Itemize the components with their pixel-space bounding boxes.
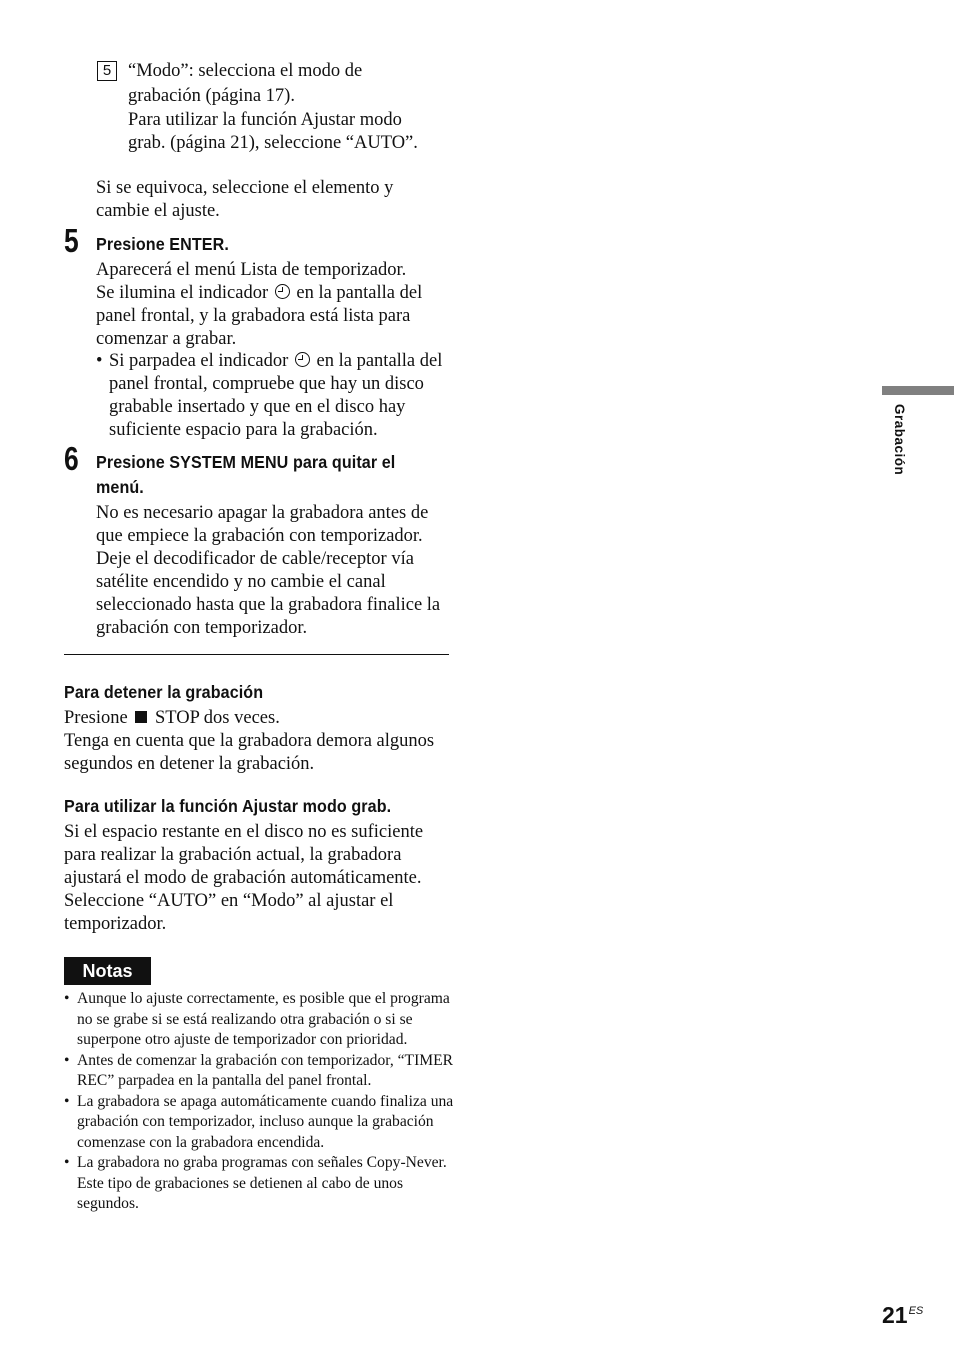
section-line: ajustará el modo de grabación automáticamente.: [64, 868, 422, 888]
section-line: Seleccione “AUTO” en “Modo” al ajustar el: [64, 891, 394, 911]
section-tab-bar: [882, 386, 954, 395]
notes-list: [64, 989, 454, 1215]
section-text: STOP dos veces.: [154, 708, 280, 728]
substep-text: [128, 59, 418, 155]
section-body: [64, 707, 454, 776]
section-heading: Para detener la grabación: [64, 682, 264, 702]
section-line: [64, 707, 454, 730]
step-body-text: Se ilumina el indicador: [96, 283, 269, 303]
section-line: temporizador.: [64, 914, 167, 934]
section-body: [64, 821, 454, 936]
error-note-line: Si se equivoca, seleccione el elemento y: [96, 178, 394, 198]
step-heading-line: Presione SYSTEM MENU para quitar el: [96, 452, 396, 472]
note-item: • La grabadora no graba programas con señales Copy-Never. Este tipo de grabaciones se detienen al cabo de unos segundos.: [64, 1153, 454, 1215]
step-body-line: seleccionado hasta que la grabadora finalice la: [96, 595, 441, 615]
step-body-text: en la pantalla del: [296, 283, 423, 303]
substep-line: grab. (página 21), seleccione “AUTO”.: [128, 133, 418, 153]
note-item: • Antes de comenzar la grabación con temporizador, “TIMER REC” parpadea en la pantalla del panel frontal.: [64, 1051, 454, 1092]
step-heading-line: menú.: [96, 477, 144, 497]
step-bullet-line: [109, 350, 454, 373]
stop-icon: [135, 711, 147, 723]
timer-clock-icon: [295, 352, 310, 367]
note-item: • Aunque lo ajuste correctamente, es posible que el programa no se grabe si se está realizando otra grabación o si se superpone otro ajuste de temporizador con prioridad.: [64, 989, 454, 1051]
timer-clock-icon: [275, 284, 290, 299]
step-body-line: [96, 282, 456, 305]
substep-line: Para utilizar la función Ajustar modo: [128, 110, 402, 130]
step-heading: [96, 450, 395, 500]
step-body-line: Aparecerá el menú Lista de temporizador.: [96, 260, 407, 280]
step-body-line: satélite encendido y no cambie el canal: [96, 572, 386, 592]
section-tab-label: Grabación: [892, 404, 907, 476]
step-bullet-line: grabable insertado y que en el disco hay: [109, 397, 406, 417]
page-language-suffix: ES: [908, 1305, 924, 1317]
substep-line: grabación (página 17).: [128, 86, 295, 106]
section-heading: Para utilizar la función Ajustar modo grab.: [64, 796, 392, 816]
step-heading: Presione ENTER.: [96, 234, 229, 254]
error-note: [96, 177, 393, 223]
section-line: Tenga en cuenta que la grabadora demora algunos: [64, 731, 435, 751]
step-body-line: No es necesario apagar la grabadora antes de: [96, 503, 429, 523]
step-body-line: grabación con temporizador.: [96, 618, 308, 638]
step-number: 6: [64, 440, 79, 477]
step-body-line: que empiece la grabación con temporizador.: [96, 526, 423, 546]
section-line: para realizar la grabación actual, la grabadora: [64, 845, 402, 865]
error-note-line: cambie el ajuste.: [96, 201, 220, 221]
section-line: segundos en detener la grabación.: [64, 754, 315, 774]
section-divider: [64, 654, 449, 655]
step-body-line: comenzar a grabar.: [96, 329, 237, 349]
step-number: 5: [64, 222, 79, 259]
bullet-marker: •: [96, 351, 103, 371]
notes-label: Notas: [64, 957, 151, 985]
step-bullet-text: en la pantalla del: [316, 351, 443, 371]
note-item: • La grabadora se apaga automáticamente cuando finaliza una grabación con temporizador, incluso aunque la grabación comenzase con la grabadora encendida.: [64, 1092, 454, 1154]
step-bullet-text: Si parpadea el indicador: [109, 351, 289, 371]
substep-line: “Modo”: selecciona el modo de: [128, 61, 363, 81]
step-bullet-line: panel frontal, compruebe que hay un disco: [109, 374, 424, 394]
step-body-line: panel frontal, y la grabadora está lista para: [96, 306, 411, 326]
section-line: Si el espacio restante en el disco no es suficiente: [64, 822, 424, 842]
step-body-line: Deje el decodificador de cable/receptor vía: [96, 549, 414, 569]
page-number-value: 21: [882, 1302, 908, 1328]
section-text: Presione: [64, 708, 128, 728]
substep-number-box: 5: [97, 61, 117, 81]
page-number: [882, 1302, 923, 1329]
step-body: [96, 259, 456, 351]
step-body: [96, 502, 456, 640]
step-bullet: [109, 350, 454, 442]
step-bullet-line: suficiente espacio para la grabación.: [109, 420, 378, 440]
